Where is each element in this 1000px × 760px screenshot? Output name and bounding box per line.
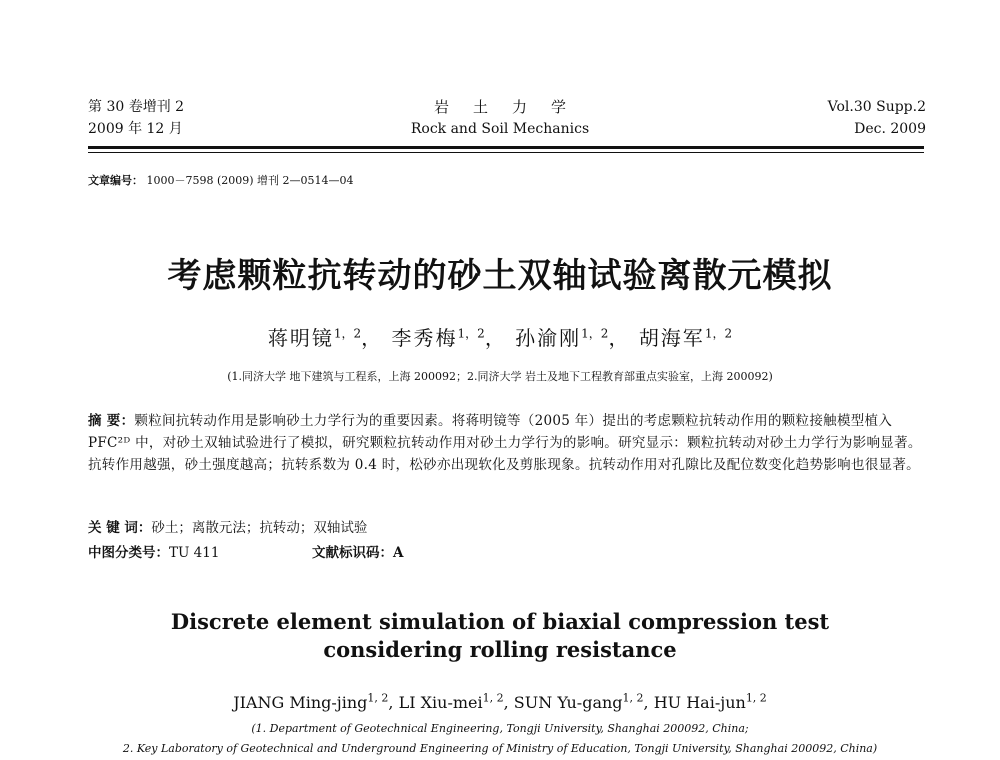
issue-date: 2009 年 12 月: [88, 121, 183, 137]
author-cn: 李秀梅$^{1,2}$，: [391, 326, 507, 350]
affiliation-en-line2: 2. Key Laboratory of Geotechnical and Underground Engineering of Ministry of Education, Tongji University, Shanghai 200092, China): [122, 742, 878, 755]
classification-row: [88, 541, 404, 561]
author-en: JIANG Ming-jing$^{1, 2}$,: [233, 692, 399, 713]
keywords-label: 关 键 词：: [88, 520, 152, 536]
article-number: [88, 172, 354, 188]
authors-en: [0, 692, 1000, 712]
abstract-label: 摘 要：: [88, 413, 135, 429]
journal-name-cn: 岩土力学: [433, 98, 590, 116]
journal-name-en: Rock and Soil Mechanics: [410, 121, 590, 137]
document-code-label: 文献标识码：: [312, 545, 393, 561]
affiliation-en-line1: (1. Department of Geotechnical Engineering, Tongji University, Shanghai 200092, China;: [251, 722, 749, 735]
document-code: [312, 541, 403, 561]
title-cn: 考虑颗粒抗转动的砂土双轴试验离散元模拟: [167, 256, 833, 296]
article-number-value: 1000－7598 (2009) 增刊 2—0514—04: [146, 174, 354, 187]
article-number-label: 文章编号：: [88, 174, 143, 187]
issue-volume-en: Vol.30 Supp.2: [827, 99, 926, 115]
issue-volume: 第 30 卷增刊 2: [88, 99, 185, 115]
classification-value: TU 411: [169, 545, 220, 561]
classification-label: 中图分类号：: [88, 545, 169, 561]
header-rule-thin: [88, 152, 924, 153]
keywords: [88, 516, 367, 536]
author-en: SUN Yu-gang$^{1, 2}$,: [513, 692, 654, 713]
author-cn: 胡海军$^{1,2}$: [638, 326, 733, 350]
affiliation-cn: (1.同济大学 地下建筑与工程系，上海 200092；2.同济大学 岩土及地下工程教育部重点实验室，上海 200092): [227, 370, 773, 383]
issue-info-en: [828, 96, 926, 140]
keywords-text: 砂土；离散元法；抗转动；双轴试验: [151, 520, 368, 536]
issue-date-en: Dec. 2009: [854, 121, 926, 137]
abstract: [88, 410, 928, 476]
title-en-line1: Discrete element simulation of biaxial compression test: [170, 609, 830, 634]
author-en: HU Hai-jun$^{1, 2}$: [653, 692, 767, 713]
authors-cn: [0, 322, 1000, 351]
author-cn: 孙渝刚$^{1,2}$，: [515, 326, 631, 350]
abstract-text: 颗粒间抗转动作用是影响砂土力学行为的重要因素。将蒋明镜等（2005 年）提出的考虑颗粒抗转动作用的颗粒接触模型植入 PFC²ᴰ 中，对砂土双轴试验进行了模拟，研究颗粒抗转动作用对砂土力学行为的影响。研究显示：颗粒抗转动对砂土力学行为影响显著。抗转作用越强，砂土强度越高；抗转系数为 0.4 时，松砂亦出现软化及剪胀现象。抗转动作用对孔隙比及配位数变化趋势影响也很显著。: [88, 413, 922, 473]
document-code-value: A: [393, 545, 404, 561]
title-en: [0, 608, 1000, 664]
header-rule-thick: [88, 146, 924, 149]
author-en: LI Xiu-mei$^{1, 2}$,: [398, 692, 514, 713]
author-cn: 蒋明镜$^{1,2}$，: [267, 326, 384, 350]
title-en-line2: considering rolling resistance: [323, 637, 677, 662]
